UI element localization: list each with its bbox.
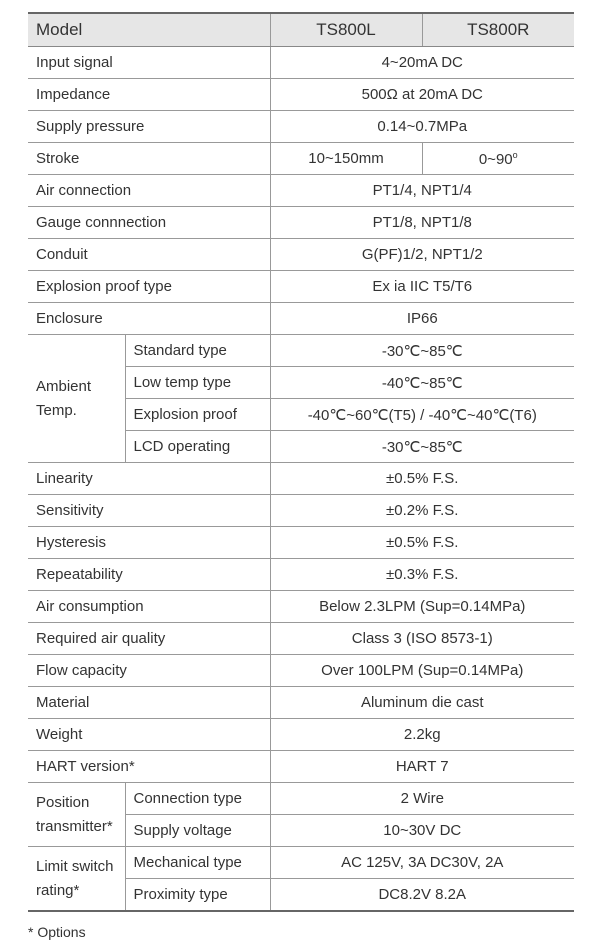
ambient-label-2: Temp.: [36, 401, 77, 419]
row-value: AC 125V, 3A DC30V, 2A: [270, 847, 574, 879]
row-value: 0.14~0.7MPa: [270, 111, 574, 143]
position-label-1: Position: [36, 794, 90, 812]
row-value: HART 7: [270, 751, 574, 783]
ambient-group-label: [28, 335, 125, 463]
table-row: [28, 207, 574, 239]
table-row: [28, 591, 574, 623]
row-label: Sensitivity: [28, 495, 270, 527]
row-label: Flow capacity: [28, 655, 270, 687]
row-value: G(PF)1/2, NPT1/2: [270, 239, 574, 271]
row-value: Ex ia IIC T5/T6: [270, 271, 574, 303]
table-row: [28, 687, 574, 719]
table-row: [28, 655, 574, 687]
row-value: 2 Wire: [270, 783, 574, 815]
table-row: [28, 335, 574, 367]
footnote: * Options: [28, 924, 86, 940]
limit-group-label: [28, 847, 125, 912]
header-row: [28, 13, 574, 47]
row-value: -40℃~85℃: [270, 367, 574, 399]
table-row: [28, 751, 574, 783]
row-value: ±0.5% F.S.: [270, 527, 574, 559]
row-label: Air consumption: [28, 591, 270, 623]
row-label: Enclosure: [28, 303, 270, 335]
row-label: Repeatability: [28, 559, 270, 591]
row-label: Impedance: [28, 79, 270, 111]
row-value: PT1/8, NPT1/8: [270, 207, 574, 239]
row-label: Explosion proof type: [28, 271, 270, 303]
row-value: Class 3 (ISO 8573-1): [270, 623, 574, 655]
limit-label-2: rating*: [36, 881, 80, 899]
row-label: Required air quality: [28, 623, 270, 655]
row-value: Over 100LPM (Sup=0.14MPa): [270, 655, 574, 687]
sub-label: Explosion proof: [125, 399, 270, 431]
row-value: 10~30V DC: [270, 815, 574, 847]
table-row: [28, 623, 574, 655]
table-row: [28, 303, 574, 335]
sub-label: Proximity type: [125, 879, 270, 912]
stroke-value-r: [422, 143, 574, 175]
table-row: [28, 239, 574, 271]
table-row: [28, 783, 574, 815]
header-label: Model: [28, 13, 270, 47]
row-label: HART version*: [28, 751, 270, 783]
stroke-value-r-main: 0~90: [478, 150, 513, 168]
position-label-2: transmitter*: [36, 817, 113, 835]
row-label: Supply pressure: [28, 111, 270, 143]
stroke-value-l: 10~150mm: [270, 143, 422, 175]
sub-label: Mechanical type: [125, 847, 270, 879]
row-value: 4~20mA DC: [270, 47, 574, 79]
table-row: [28, 559, 574, 591]
row-value: ±0.2% F.S.: [270, 495, 574, 527]
row-label: Material: [28, 687, 270, 719]
row-value: Aluminum die cast: [270, 687, 574, 719]
row-value: -30℃~85℃: [270, 431, 574, 463]
table-row: [28, 495, 574, 527]
table-row: [28, 175, 574, 207]
header-model-r: TS800R: [422, 13, 574, 47]
row-value: 2.2kg: [270, 719, 574, 751]
row-value: -30℃~85℃: [270, 335, 574, 367]
ambient-label-1: Ambient: [36, 378, 92, 396]
position-group-label: [28, 783, 125, 847]
row-value: DC8.2V 8.2A: [270, 879, 574, 912]
row-value: Below 2.3LPM (Sup=0.14MPa): [270, 591, 574, 623]
row-label: Weight: [28, 719, 270, 751]
row-value: -40℃~60℃(T5) / -40℃~40℃(T6): [270, 399, 574, 431]
row-value: PT1/4, NPT1/4: [270, 175, 574, 207]
row-value: ±0.3% F.S.: [270, 559, 574, 591]
sub-label: Supply voltage: [125, 815, 270, 847]
stroke-row: [28, 143, 574, 175]
table-row: [28, 847, 574, 879]
row-value: ±0.5% F.S.: [270, 463, 574, 495]
sub-label: Low temp type: [125, 367, 270, 399]
sub-label: Standard type: [125, 335, 270, 367]
table-row: [28, 79, 574, 111]
row-label: Linearity: [28, 463, 270, 495]
table-row: [28, 111, 574, 143]
row-label: Hysteresis: [28, 527, 270, 559]
spec-table: [28, 12, 574, 912]
degree-mark: o: [512, 149, 518, 160]
table-row: [28, 719, 574, 751]
table-row: [28, 47, 574, 79]
row-value: 500Ω at 20mA DC: [270, 79, 574, 111]
row-label: Conduit: [28, 239, 270, 271]
table-row: [28, 527, 574, 559]
row-label: Gauge connnection: [28, 207, 270, 239]
row-label: Stroke: [28, 143, 270, 175]
header-model-l: TS800L: [270, 13, 422, 47]
row-label: Air connection: [28, 175, 270, 207]
table-row: [28, 463, 574, 495]
sub-label: Connection type: [125, 783, 270, 815]
row-label: Input signal: [28, 47, 270, 79]
sub-label: LCD operating: [125, 431, 270, 463]
row-value: IP66: [270, 303, 574, 335]
table-row: [28, 271, 574, 303]
limit-label-1: Limit switch: [36, 858, 114, 876]
